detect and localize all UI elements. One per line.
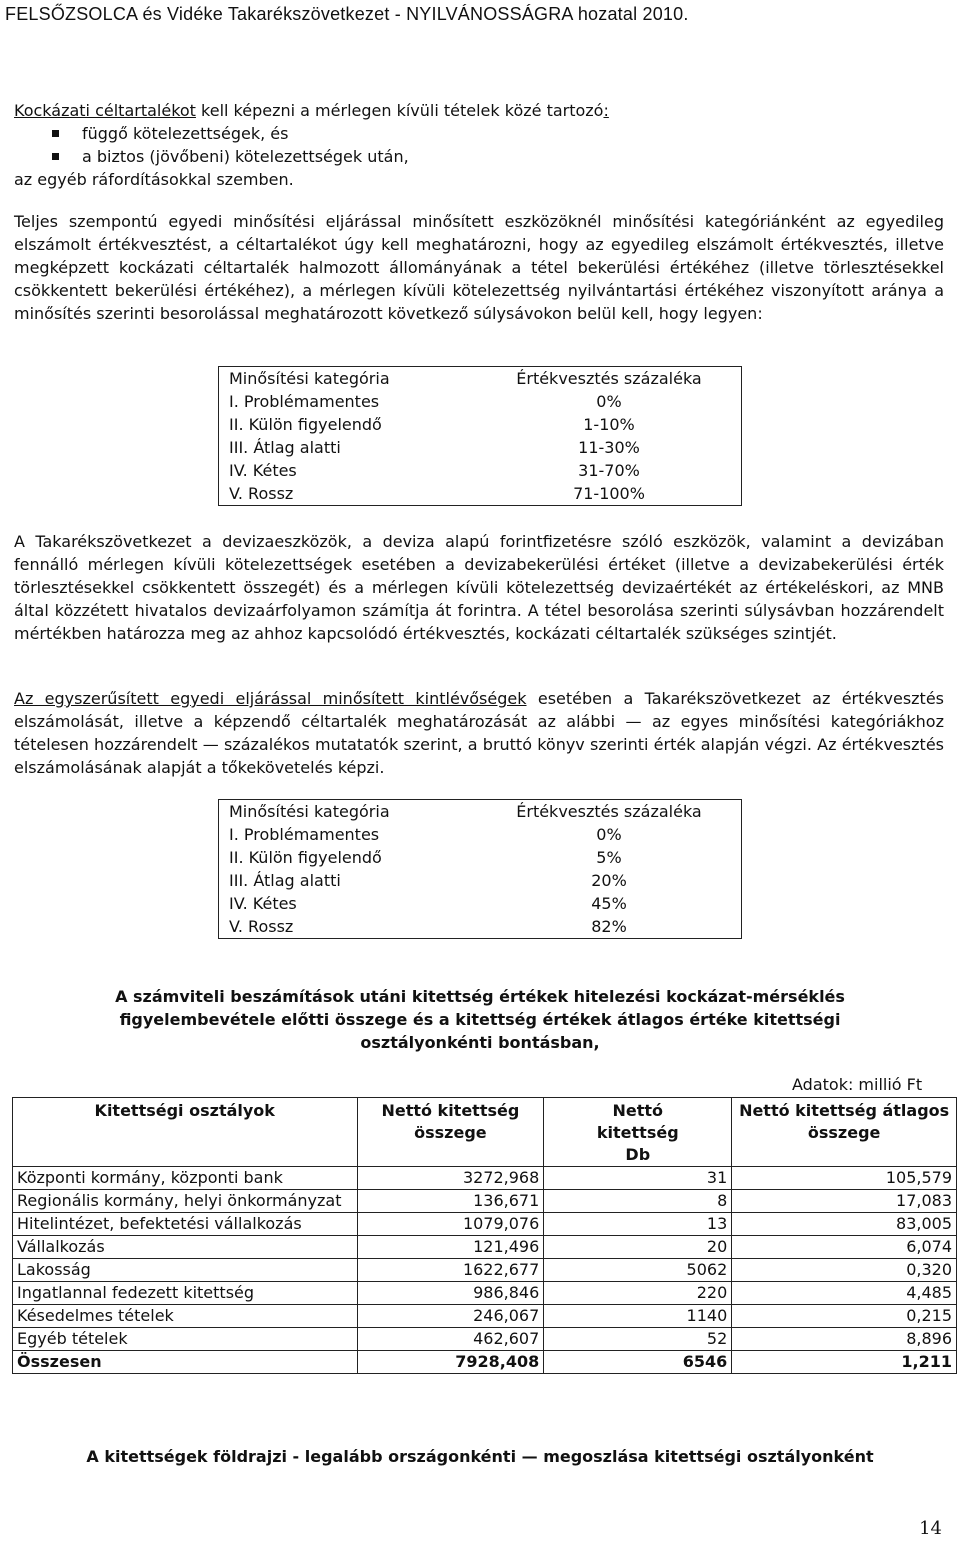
table-row: [13, 1328, 957, 1351]
table-cell: V. Rossz: [229, 484, 294, 503]
provisions-bullet-list: [14, 122, 944, 168]
table-cell: 220: [544, 1282, 732, 1305]
table-row: [219, 869, 742, 892]
table-cell: V. Rossz: [229, 917, 294, 936]
table-cell: 20: [544, 1236, 732, 1259]
provisions-lead-text: kell képezni a mérlegen kívüli tételek közé tartozó: [195, 101, 604, 120]
table-cell: 31-70%: [578, 461, 640, 480]
table-cell: III. Átlag alatti: [229, 871, 341, 890]
table-cell: Hitelintézet, befektetési vállalkozás: [13, 1213, 358, 1236]
table-cell: 71-100%: [573, 484, 645, 503]
table-header-cell: Minősítési kategória: [229, 369, 390, 388]
table-cell: 1140: [544, 1305, 732, 1328]
table-header-cell: Értékvesztés százaléka: [516, 802, 702, 821]
table-total-row: [13, 1351, 957, 1374]
table-cell: Ingatlannal fedezett kitettség: [13, 1282, 358, 1305]
table-row: [219, 459, 742, 482]
list-item: függő kötelezettségek, és: [14, 122, 944, 145]
unit-note: Adatok: millió Ft: [792, 1075, 923, 1094]
table-cell: Egyéb tételek: [13, 1328, 358, 1351]
table-cell: 1079,076: [357, 1213, 544, 1236]
table-cell: 105,579: [732, 1167, 957, 1190]
table-cell: 31: [544, 1167, 732, 1190]
table-cell: 0%: [596, 392, 622, 411]
rating-table-simplified: [218, 799, 742, 939]
table-cell: 8,896: [732, 1328, 957, 1351]
simplified-rating-term: Az egyszerűsített egyedi eljárással minősített kintlévőségek: [14, 689, 527, 708]
table-cell: 20%: [591, 871, 627, 890]
list-item: a biztos (jövőbeni) kötelezettségek után,: [14, 145, 944, 168]
table-cell: 1,211: [732, 1351, 957, 1374]
table-header-row: [219, 800, 742, 824]
table-row: [219, 413, 742, 436]
table-cell: I. Problémamentes: [229, 392, 380, 411]
table-header-cell: Nettó kitettség Db: [544, 1098, 732, 1167]
table-cell: II. Külön figyelendő: [229, 415, 382, 434]
table-cell: 462,607: [357, 1328, 544, 1351]
table-cell: II. Külön figyelendő: [229, 848, 382, 867]
section-title-line: figyelembevétele előtti összege és a kitettség értékek átlagos értéke kitettségi: [119, 1010, 841, 1029]
document-header: FELSŐZSOLCA és Vidéke Takarékszövetkezet - NYILVÁNOSSÁGRA hozatal 2010.: [5, 4, 689, 24]
exposure-table: [12, 1097, 957, 1374]
table-cell: Lakosság: [13, 1259, 358, 1282]
table-cell: 246,067: [357, 1305, 544, 1328]
table-cell: 3272,968: [357, 1167, 544, 1190]
table-cell: 0,320: [732, 1259, 957, 1282]
table-cell: Késedelmes tételek: [13, 1305, 358, 1328]
table-cell: 0%: [596, 825, 622, 844]
table-cell: Regionális kormány, helyi önkormányzat: [13, 1190, 358, 1213]
table-row: [13, 1236, 957, 1259]
table-header-row: [219, 367, 742, 391]
table-cell: 136,671: [357, 1190, 544, 1213]
table-row: [13, 1167, 957, 1190]
table-row: [13, 1282, 957, 1305]
table-row: [13, 1190, 957, 1213]
table-header-cell: Nettó kitettség összege: [357, 1098, 544, 1167]
section-title-exposure: [0, 985, 960, 1054]
table-cell: I. Problémamentes: [229, 825, 380, 844]
paragraph-provisions: [14, 99, 944, 191]
paragraph-fx-assets: A Takarékszövetkezet a devizaeszközök, a deviza alapú forintfizetésre szóló eszközök, valamint a devizában fennálló mérlegen kívüli kötelezettségek esetében a devizabekerülési értéket (illetve a devizabekerülési érték törlesztésekkel csökkentett összegét) és a mérlegen kívüli kötelezettség devizaértékét az értékeléskori, az MNB által közzétett hivatalos devizaárfolyamon számítja át forintra. A tétel besorolása szerinti súlysávban hozzárendelt mértékben határozza meg az ahhoz kapcsolódó értékvesztés, kockázati céltartalék szükséges szintjét.: [14, 532, 944, 643]
table-cell: 5062: [544, 1259, 732, 1282]
table-cell: 6,074: [732, 1236, 957, 1259]
table-cell: 121,496: [357, 1236, 544, 1259]
rating-table-full: [218, 366, 742, 506]
table-cell: Vállalkozás: [13, 1236, 358, 1259]
provisions-colon: :: [603, 101, 609, 120]
table-cell: 17,083: [732, 1190, 957, 1213]
table-header-cell: Értékvesztés százaléka: [516, 369, 702, 388]
table-header-cell: Nettó kitettség átlagos összege: [732, 1098, 957, 1167]
table-cell: 13: [544, 1213, 732, 1236]
table-cell: 52: [544, 1328, 732, 1351]
table-row: [219, 892, 742, 915]
table-cell: 8: [544, 1190, 732, 1213]
table-cell: 11-30%: [578, 438, 640, 457]
table-cell: 4,485: [732, 1282, 957, 1305]
table-row: [13, 1305, 957, 1328]
table-row: [219, 823, 742, 846]
table-row: [219, 482, 742, 506]
table-cell: IV. Kétes: [229, 894, 297, 913]
simplified-rating-text: esetében a Takarékszövetkezet az értékvesztés elszámolását, illetve a képzendő céltartalék meghatározását az alábbi — az egyes minősítési kategóriákhoz tételesen hozzárendelt — százalékos mutatatók szerint, a bruttó könyv szerinti érték alapján végzi. Az értékvesztés elszámolásának alapját a tőkekövetelés képzi.: [14, 689, 945, 777]
page-number: 14: [919, 1518, 942, 1539]
section-title-line: osztályonkénti bontásban,: [360, 1033, 600, 1052]
table-cell: 0,215: [732, 1305, 957, 1328]
table-cell: 82%: [591, 917, 627, 936]
table-header-cell: Kitettségi osztályok: [13, 1098, 358, 1167]
table-header-cell: Minősítési kategória: [229, 802, 390, 821]
table-row: [13, 1259, 957, 1282]
provisions-tail: az egyéb ráfordításokkal szemben.: [14, 170, 294, 189]
table-cell: Összesen: [13, 1351, 358, 1374]
table-row: [219, 915, 742, 939]
table-cell: IV. Kétes: [229, 461, 297, 480]
table-cell: 83,005: [732, 1213, 957, 1236]
table-row: [219, 846, 742, 869]
provisions-lead: [14, 99, 944, 122]
table-cell: 7928,408: [357, 1351, 544, 1374]
table-header-row: [13, 1098, 957, 1167]
paragraph-full-rating: Teljes szempontú egyedi minősítési eljárással minősített eszközöknél minősítési kategóriánként az egyedileg elszámolt értékvesztést, a céltartalékot úgy kell meghatározni, hogy az egyedileg elszámolt értékvesztés, illetve megképzett kockázati céltartalék halmozott állományának a tétel bekerülési értékéhez (illetve törlesztésekkel csökkentett bekerülési értékéhez), a mérlegen kívüli kötelezettség nyilvántartási értékéhez viszonyított aránya a minősítés szerinti besorolással meghatározott következő súlysávokon belül kell, hogy legyen:: [14, 212, 944, 323]
table-row: [219, 390, 742, 413]
table-row: [219, 436, 742, 459]
table-cell: 1622,677: [357, 1259, 544, 1282]
table-cell: Központi kormány, központi bank: [13, 1167, 358, 1190]
table-cell: 45%: [591, 894, 627, 913]
section-title-line: A számviteli beszámítások utáni kitettség értékek hitelezési kockázat-mérséklés: [115, 987, 845, 1006]
table-cell: 986,846: [357, 1282, 544, 1305]
provisions-term: Kockázati céltartalékot: [14, 101, 196, 120]
table-cell: 1-10%: [583, 415, 635, 434]
table-cell: 5%: [596, 848, 622, 867]
table-cell: III. Átlag alatti: [229, 438, 341, 457]
paragraph-simplified-rating: [14, 687, 944, 779]
table-row: [13, 1213, 957, 1236]
section-title-geographic: A kitettségek földrajzi - legalább országonkénti — megoszlása kitettségi osztályonként: [86, 1447, 874, 1466]
table-cell: 6546: [544, 1351, 732, 1374]
